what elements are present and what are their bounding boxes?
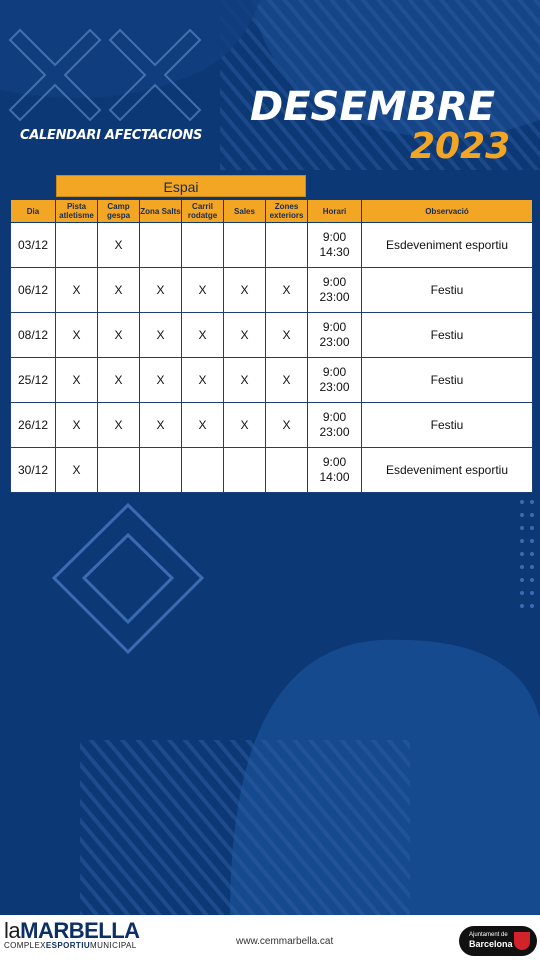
horari-start: 9:00: [322, 275, 347, 289]
mark-cell: X: [56, 268, 98, 313]
horari-start: 9:00: [322, 410, 347, 424]
observacio-cell: Esdeveniment esportiu: [362, 223, 533, 268]
month-title: DESEMBRE: [250, 84, 496, 130]
mark-cell: [182, 223, 224, 268]
horari-start: 9:00: [322, 455, 347, 469]
day-cell: 06/12: [11, 268, 56, 313]
mark-cell: X: [224, 358, 266, 403]
mark-cell: [224, 223, 266, 268]
mark-cell: X: [266, 403, 308, 448]
table-header-row: [11, 200, 533, 223]
table-row: [11, 313, 533, 358]
horari-end: 23:00: [319, 335, 350, 349]
horari-start: 9:00: [322, 230, 347, 244]
mark-cell: X: [224, 313, 266, 358]
table-row: [11, 358, 533, 403]
horari-cell: [308, 448, 362, 493]
horari-end: 23:00: [319, 425, 350, 439]
mark-cell: X: [98, 223, 140, 268]
mark-cell: [98, 448, 140, 493]
logo-sub-c: MUNICIPAL: [90, 941, 137, 950]
mark-cell: [140, 223, 182, 268]
mark-cell: X: [140, 313, 182, 358]
mark-cell: X: [140, 358, 182, 403]
mark-cell: [224, 448, 266, 493]
observacio-cell: Festiu: [362, 403, 533, 448]
column-header: Horari: [308, 200, 362, 223]
column-header: Dia: [11, 200, 56, 223]
ajuntament-line2: Barcelona: [469, 939, 513, 949]
mark-cell: X: [98, 268, 140, 313]
table-row: [11, 223, 533, 268]
table-row: [11, 403, 533, 448]
ajuntament-logo: [459, 926, 537, 956]
horari-cell: [308, 268, 362, 313]
observacio-cell: Festiu: [362, 358, 533, 403]
mark-cell: [182, 448, 224, 493]
mark-cell: [266, 448, 308, 493]
mark-cell: X: [266, 268, 308, 313]
mark-cell: X: [56, 448, 98, 493]
horari-cell: [308, 313, 362, 358]
observacio-cell: Festiu: [362, 313, 533, 358]
horari-end: 23:00: [319, 290, 350, 304]
day-cell: 30/12: [11, 448, 56, 493]
logo-sub-a: COMPLEX: [4, 941, 46, 950]
mark-cell: X: [224, 403, 266, 448]
year-title: 2023: [410, 126, 511, 167]
mark-cell: X: [56, 358, 98, 403]
observacio-cell: Esdeveniment esportiu: [362, 448, 533, 493]
mark-cell: [56, 223, 98, 268]
horari-end: 14:30: [319, 245, 350, 259]
column-header: Zones exteriors: [266, 200, 308, 223]
mark-cell: [140, 448, 182, 493]
logo-brand: MARBELLA: [20, 918, 140, 943]
mark-cell: X: [224, 268, 266, 313]
mark-cell: X: [140, 268, 182, 313]
mark-cell: [266, 223, 308, 268]
mark-cell: X: [182, 268, 224, 313]
shield-icon: [514, 932, 530, 950]
mark-cell: X: [56, 403, 98, 448]
horari-start: 9:00: [322, 320, 347, 334]
mark-cell: X: [98, 358, 140, 403]
table-row: [11, 448, 533, 493]
column-header: Camp gespa: [98, 200, 140, 223]
logo-prefix: la: [4, 918, 21, 943]
column-header: Carril rodatge: [182, 200, 224, 223]
marbella-logo: [4, 918, 140, 950]
mark-cell: X: [182, 403, 224, 448]
column-header: Pista atletisme: [56, 200, 98, 223]
horari-cell: [308, 358, 362, 403]
horari-end: 14:00: [319, 470, 350, 484]
mark-cell: X: [56, 313, 98, 358]
day-cell: 25/12: [11, 358, 56, 403]
observacio-cell: Festiu: [362, 268, 533, 313]
ajuntament-line1: Ajuntament de: [469, 932, 508, 938]
mark-cell: X: [140, 403, 182, 448]
calendar-table: [10, 199, 533, 493]
column-header: Zona Salts: [140, 200, 182, 223]
day-cell: 26/12: [11, 403, 56, 448]
mark-cell: X: [266, 358, 308, 403]
column-header: Sales: [224, 200, 266, 223]
mark-cell: X: [182, 313, 224, 358]
espai-group-header: Espai: [56, 175, 306, 197]
horari-cell: [308, 403, 362, 448]
calendar-subtitle: CALENDARI AFECTACIONS: [20, 128, 203, 143]
mark-cell: X: [266, 313, 308, 358]
mark-cell: X: [98, 403, 140, 448]
day-cell: 08/12: [11, 313, 56, 358]
horari-end: 23:00: [319, 380, 350, 394]
horari-cell: [308, 223, 362, 268]
website-link[interactable]: www.cemmarbella.cat: [236, 936, 334, 947]
mark-cell: X: [182, 358, 224, 403]
day-cell: 03/12: [11, 223, 56, 268]
horari-start: 9:00: [322, 365, 347, 379]
logo-sub-b: ESPORTIU: [45, 941, 91, 950]
mark-cell: X: [98, 313, 140, 358]
footer: [0, 915, 540, 960]
table-row: [11, 268, 533, 313]
column-header: Observació: [362, 200, 533, 223]
